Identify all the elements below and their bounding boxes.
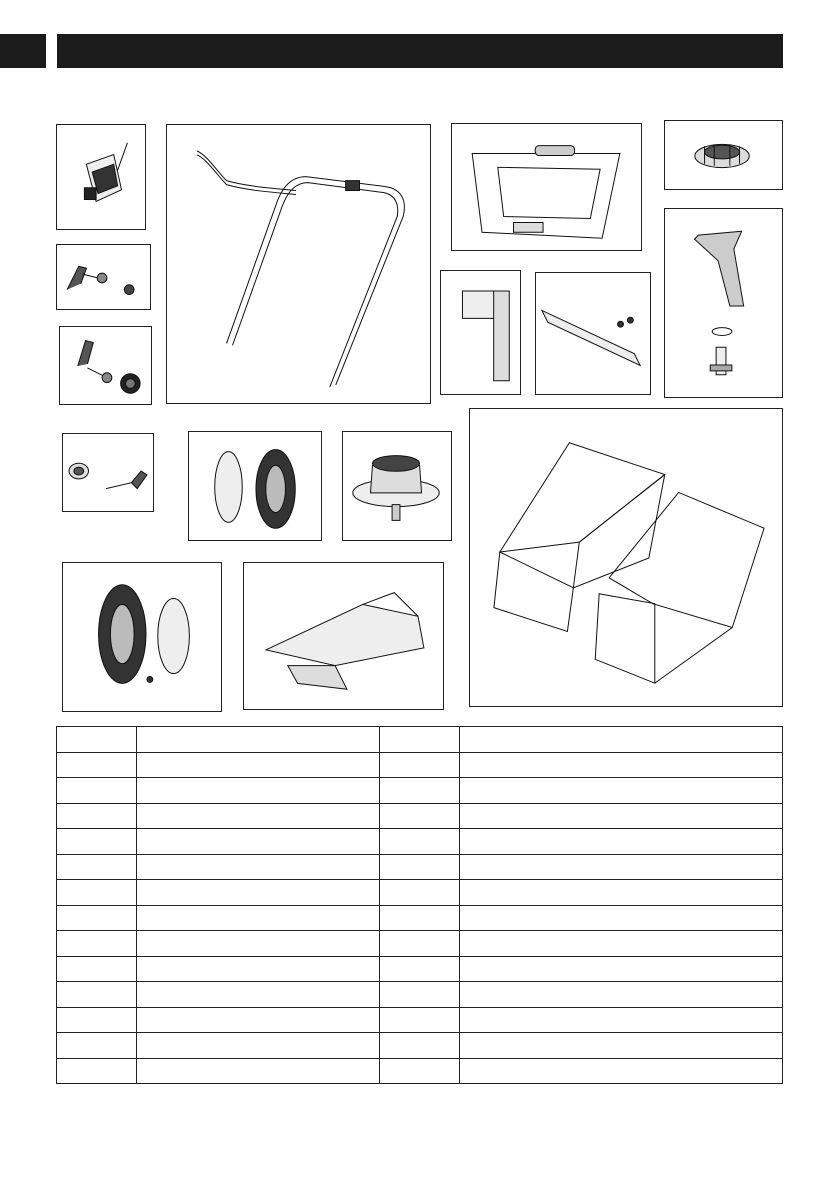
table-cell [137, 880, 380, 906]
panel-catcher-lid [451, 123, 642, 251]
table-cell [57, 1007, 137, 1033]
table-cell [380, 982, 460, 1008]
table-cell [57, 854, 137, 880]
table-cell [137, 1007, 380, 1033]
wheel-icon [63, 563, 221, 711]
table-cell [460, 1007, 783, 1033]
bar-icon [536, 273, 650, 394]
table-cell [380, 727, 460, 753]
lever-icon [57, 245, 150, 309]
table-cell [57, 803, 137, 829]
table-row [57, 956, 783, 982]
table-row [57, 905, 783, 931]
table-cell [137, 803, 380, 829]
catcher-icon [470, 409, 782, 706]
table-cell [460, 982, 783, 1008]
panel-motor-unit [342, 431, 452, 541]
table-row [57, 982, 783, 1008]
table-cell [380, 778, 460, 804]
table-cell [460, 956, 783, 982]
table-cell [57, 829, 137, 855]
deck-icon [244, 563, 443, 709]
table-cell [460, 829, 783, 855]
table-cell [460, 1033, 783, 1059]
table-cell [380, 752, 460, 778]
table-cell [460, 727, 783, 753]
table-cell [380, 829, 460, 855]
table-row [57, 727, 783, 753]
table-cell [137, 956, 380, 982]
table-cell [380, 880, 460, 906]
table-cell [137, 1058, 380, 1084]
table-cell [57, 982, 137, 1008]
table-cell [380, 1058, 460, 1084]
table-row [57, 854, 783, 880]
panel-handle-bracket [440, 270, 521, 395]
table-cell [137, 931, 380, 957]
table-cell [137, 829, 380, 855]
switch-box-icon [57, 125, 145, 229]
table-cell [57, 880, 137, 906]
motor-icon [343, 432, 451, 540]
panel-rear-wheels [188, 431, 322, 541]
table-row [57, 880, 783, 906]
table-cell [137, 727, 380, 753]
table-cell [380, 931, 460, 957]
table-row [57, 931, 783, 957]
table-cell [137, 982, 380, 1008]
table-cell [380, 854, 460, 880]
table-cell [137, 1033, 380, 1059]
table-cell [137, 778, 380, 804]
blade-icon [665, 209, 782, 397]
table-row [57, 1007, 783, 1033]
table-cell [460, 1058, 783, 1084]
lever-icon [63, 434, 153, 511]
table-cell [137, 752, 380, 778]
table-cell [137, 905, 380, 931]
panel-front-wheels [62, 562, 222, 712]
table-cell [57, 727, 137, 753]
table-cell [380, 956, 460, 982]
table-cell [57, 956, 137, 982]
table-cell [460, 880, 783, 906]
handle-icon [167, 125, 430, 403]
bracket-icon [441, 271, 520, 394]
table-row [57, 752, 783, 778]
table-row [57, 1058, 783, 1084]
panel-lever-knob-a [56, 244, 151, 310]
wheel-icon [189, 432, 321, 540]
table-cell [57, 752, 137, 778]
panel-lever-clamp [62, 433, 154, 512]
table-cell [460, 752, 783, 778]
panel-rear-flap-bar [535, 272, 651, 395]
table-cell [380, 905, 460, 931]
table-cell [460, 854, 783, 880]
panel-blade-set [664, 208, 783, 398]
table-cell [380, 803, 460, 829]
panel-deck [243, 562, 444, 710]
table-cell [57, 931, 137, 957]
lid-icon [452, 124, 641, 250]
table-row [57, 829, 783, 855]
panel-lever-knob-b [59, 326, 152, 405]
table-cell [460, 931, 783, 957]
parts-table [56, 726, 783, 1084]
panel-fan [664, 120, 783, 190]
table-cell [460, 778, 783, 804]
table-row [57, 803, 783, 829]
table-cell [380, 1033, 460, 1059]
table-cell [460, 803, 783, 829]
table-cell [57, 1058, 137, 1084]
panel-grass-catcher [469, 408, 783, 707]
fan-icon [665, 121, 782, 189]
table-cell [57, 778, 137, 804]
table-cell [57, 905, 137, 931]
header-bar [57, 34, 783, 68]
panel-switch-box [56, 124, 146, 230]
table-cell [57, 1033, 137, 1059]
table-cell [380, 1007, 460, 1033]
panel-upper-handle [166, 124, 431, 404]
table-cell [137, 854, 380, 880]
page-marker-tab [0, 34, 46, 68]
table-row [57, 1033, 783, 1059]
lever-icon [60, 327, 151, 404]
table-row [57, 778, 783, 804]
table-cell [460, 905, 783, 931]
